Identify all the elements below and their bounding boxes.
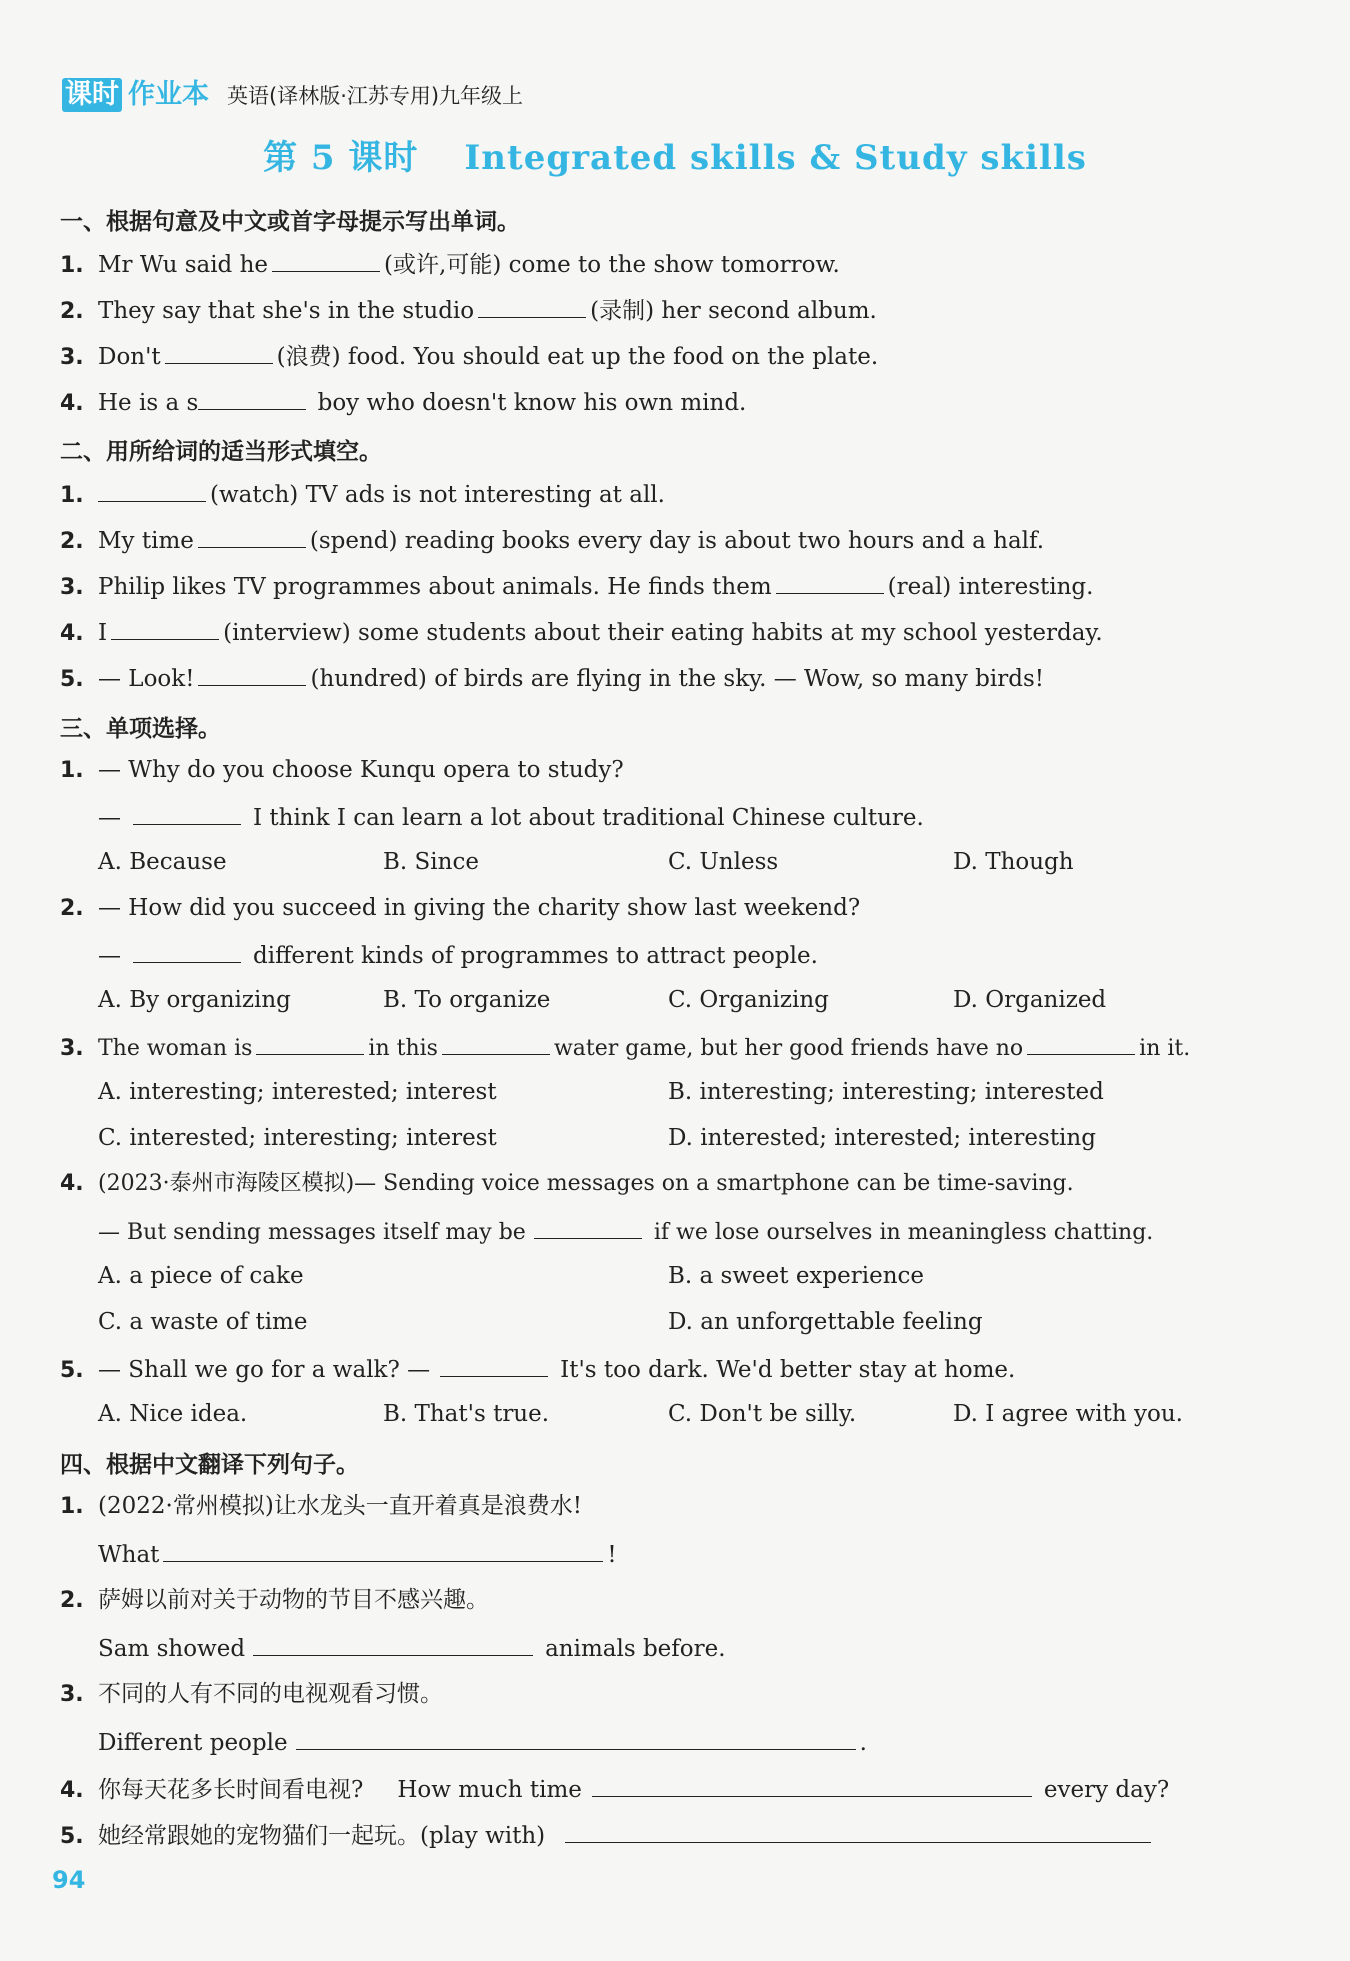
item-number: 4. (60, 1171, 84, 1196)
item-number: 3. (60, 1036, 84, 1061)
option-c[interactable]: C. Don't be silly. (668, 1401, 857, 1427)
item-number: 2. (60, 1588, 84, 1613)
answer-blank[interactable] (440, 1352, 548, 1377)
item-number: 1. (60, 758, 84, 783)
s4-item-1-cn (60, 1490, 582, 1523)
section-2-heading: 二、用所给词的适当形式填空。 (60, 439, 382, 465)
reply-text: different kinds of programmes to attract people. (253, 943, 818, 969)
answer-blank[interactable] (198, 385, 306, 410)
s4-item-2-cn (60, 1584, 489, 1617)
option-a[interactable]: A. Because (98, 849, 227, 875)
s1-item-3 (60, 339, 878, 374)
option-a[interactable]: A. interesting; interested; interest (98, 1079, 497, 1105)
item-number: 5. (60, 1358, 84, 1383)
item-number: 1. (60, 483, 84, 508)
english-post: . (859, 1730, 867, 1756)
s1-item-1 (60, 247, 840, 282)
answer-line[interactable] (592, 1772, 1032, 1797)
answer-blank[interactable] (776, 569, 884, 594)
reply-text: I think I can learn a lot about traditional Chinese culture. (253, 805, 924, 831)
s2-item-4 (60, 615, 1103, 650)
item-number: 4. (60, 391, 84, 416)
section-4-heading: 四、根据中文翻译下列句子。 (60, 1452, 359, 1478)
chinese-sentence: 她经常跟她的宠物猫们一起玩。(play with) (98, 1823, 546, 1849)
option-c[interactable]: C. Unless (668, 849, 779, 875)
brand-text: 作业本 (128, 79, 209, 110)
answer-blank[interactable] (98, 477, 206, 502)
s3-q1-reply (98, 800, 924, 834)
s4-item-1-en (98, 1537, 617, 1571)
section-3-heading: 三、单项选择。 (60, 716, 221, 742)
item-text-post: (spend) reading books every day is about two hours and a half. (309, 528, 1045, 554)
item-text-post: (录制) her second album. (590, 298, 877, 324)
s3-q3-stem (60, 1030, 1190, 1065)
answer-blank[interactable] (133, 800, 241, 825)
s2-item-3 (60, 569, 1093, 604)
brand-box: 课时 (62, 78, 122, 112)
english-post: every day? (1043, 1777, 1170, 1803)
s4-item-2-en (98, 1631, 726, 1665)
option-b[interactable]: B. Since (383, 849, 479, 875)
question-text-3: water game, but her good friends have no (553, 1036, 1024, 1061)
section-1-heading: 一、根据句意及中文或首字母提示写出单词。 (60, 209, 520, 235)
s4-item-3-cn (60, 1678, 443, 1711)
question-text: (2023·泰州市海陵区模拟)— Sending voice messages on a smartphone can be time-saving. (98, 1171, 1074, 1196)
s3-q4-stem (60, 1168, 1074, 1200)
lesson-number: 第 5 课时 (263, 138, 419, 178)
answer-blank[interactable] (1027, 1030, 1135, 1055)
answer-line[interactable] (163, 1537, 603, 1562)
answer-blank[interactable] (442, 1030, 550, 1055)
option-b[interactable]: B. That's true. (383, 1401, 550, 1427)
reply-dash: — (98, 943, 121, 969)
answer-blank[interactable] (198, 523, 306, 548)
item-text-pre: Philip likes TV programmes about animals. He finds them (98, 574, 772, 600)
s1-item-2 (60, 293, 877, 328)
s3-q4-reply (98, 1214, 1153, 1249)
option-b[interactable]: B. a sweet experience (668, 1263, 924, 1289)
reply-text-post: if we lose ourselves in meaningless chatting. (653, 1220, 1154, 1245)
item-text-pre: — Look! (98, 666, 195, 692)
item-number: 3. (60, 1682, 84, 1707)
chinese-sentence: 你每天花多长时间看电视? (98, 1777, 364, 1803)
english-pre: How much time (397, 1777, 582, 1803)
question-text-1: The woman is (98, 1036, 253, 1061)
item-number: 2. (60, 896, 84, 921)
answer-blank[interactable] (256, 1030, 364, 1055)
item-text-post: (real) interesting. (887, 574, 1094, 600)
option-d[interactable]: D. I agree with you. (953, 1401, 1183, 1427)
item-text-pre: My time (98, 528, 194, 554)
s2-item-2 (60, 523, 1044, 558)
item-number: 4. (60, 621, 84, 646)
item-number: 3. (60, 575, 84, 600)
question-text-pre: — Shall we go for a walk? — (98, 1357, 431, 1383)
english-pre: Sam showed (98, 1636, 246, 1662)
option-a[interactable]: A. a piece of cake (98, 1263, 304, 1289)
answer-blank[interactable] (198, 661, 306, 686)
item-number: 5. (60, 667, 84, 692)
item-text-post: (或许,可能) come to the show tomorrow. (384, 252, 840, 278)
book-subtitle: 英语(译林版·江苏专用)九年级上 (227, 84, 524, 108)
option-a[interactable]: A. By organizing (98, 987, 291, 1013)
english-post: ! (607, 1542, 617, 1568)
s1-item-4 (60, 385, 746, 420)
reply-text-pre: — But sending messages itself may be (98, 1220, 526, 1245)
s2-item-1 (60, 477, 665, 512)
answer-blank[interactable] (478, 293, 586, 318)
item-number: 2. (60, 529, 84, 554)
item-text-post: boy who doesn't know his own mind. (310, 390, 747, 416)
question-text: — Why do you choose Kunqu opera to study? (98, 757, 624, 783)
question-text-2: in this (368, 1036, 438, 1061)
option-b[interactable]: B. To organize (383, 987, 551, 1013)
option-d[interactable]: D. Though (953, 849, 1074, 875)
answer-blank[interactable] (272, 247, 380, 272)
english-post: animals before. (545, 1636, 726, 1662)
item-number: 4. (60, 1778, 84, 1803)
s3-q2-stem (60, 892, 860, 925)
item-text-pre: Mr Wu said he (98, 252, 269, 278)
answer-blank[interactable] (534, 1214, 642, 1239)
item-text-pre: He is a s (98, 390, 199, 416)
answer-blank[interactable] (111, 615, 219, 640)
english-pre: Different people (98, 1730, 288, 1756)
option-c[interactable]: C. interested; interesting; interest (98, 1125, 497, 1151)
option-d[interactable]: D. interested; interested; interesting (668, 1125, 1096, 1151)
item-text-pre: I (98, 620, 108, 646)
item-text-post: (hundred) of birds are flying in the sky. — Wow, so many birds! (310, 666, 1044, 692)
s4-item-4 (60, 1772, 1169, 1807)
lesson-title (0, 130, 1350, 179)
option-c[interactable]: C. Organizing (668, 987, 829, 1013)
answer-line[interactable] (296, 1725, 856, 1750)
question-text-post: It's too dark. We'd better stay at home. (560, 1357, 1016, 1383)
chinese-sentence: 不同的人有不同的电视观看习惯。 (98, 1681, 443, 1707)
english-pre: What (98, 1542, 160, 1568)
item-number: 1. (60, 1494, 84, 1519)
lesson-topic: Integrated skills & Study skills (464, 138, 1087, 178)
item-number: 1. (60, 253, 84, 278)
item-text-post: (浪费) food. You should eat up the food on the plate. (276, 344, 879, 370)
page-number: 94 (52, 1866, 86, 1894)
reply-dash: — (98, 805, 121, 831)
option-d[interactable]: D. an unforgettable feeling (668, 1309, 983, 1335)
brand-logo (62, 78, 209, 112)
item-text-pre: Don't (98, 344, 161, 370)
option-b[interactable]: B. interesting; interesting; interested (668, 1079, 1104, 1105)
s2-item-5 (60, 661, 1044, 696)
question-text-4: in it. (1139, 1036, 1191, 1061)
page-header (62, 72, 523, 112)
s4-item-5 (60, 1818, 1155, 1853)
item-text-pre: They say that she's in the studio (98, 298, 475, 324)
item-text-post: (interview) some students about their eating habits at my school yesterday. (223, 620, 1103, 646)
answer-line[interactable] (565, 1818, 1151, 1843)
s4-item-3-en (98, 1725, 867, 1759)
item-number: 3. (60, 345, 84, 370)
chinese-sentence: (2022·常州模拟)让水龙头一直开着真是浪费水! (98, 1493, 583, 1519)
chinese-sentence: 萨姆以前对关于动物的节目不感兴趣。 (98, 1587, 489, 1613)
item-number: 5. (60, 1824, 84, 1849)
s3-q1-stem (60, 754, 624, 787)
question-text: — How did you succeed in giving the charity show last weekend? (98, 895, 861, 921)
option-c[interactable]: C. a waste of time (98, 1309, 308, 1335)
option-a[interactable]: A. Nice idea. (98, 1401, 248, 1427)
item-number: 2. (60, 299, 84, 324)
s3-q2-reply (98, 938, 818, 972)
answer-blank[interactable] (165, 339, 273, 364)
s3-q5-stem (60, 1352, 1015, 1387)
answer-line[interactable] (253, 1631, 533, 1656)
option-d[interactable]: D. Organized (953, 987, 1107, 1013)
answer-blank[interactable] (133, 938, 241, 963)
item-text-post: (watch) TV ads is not interesting at all. (210, 482, 665, 508)
